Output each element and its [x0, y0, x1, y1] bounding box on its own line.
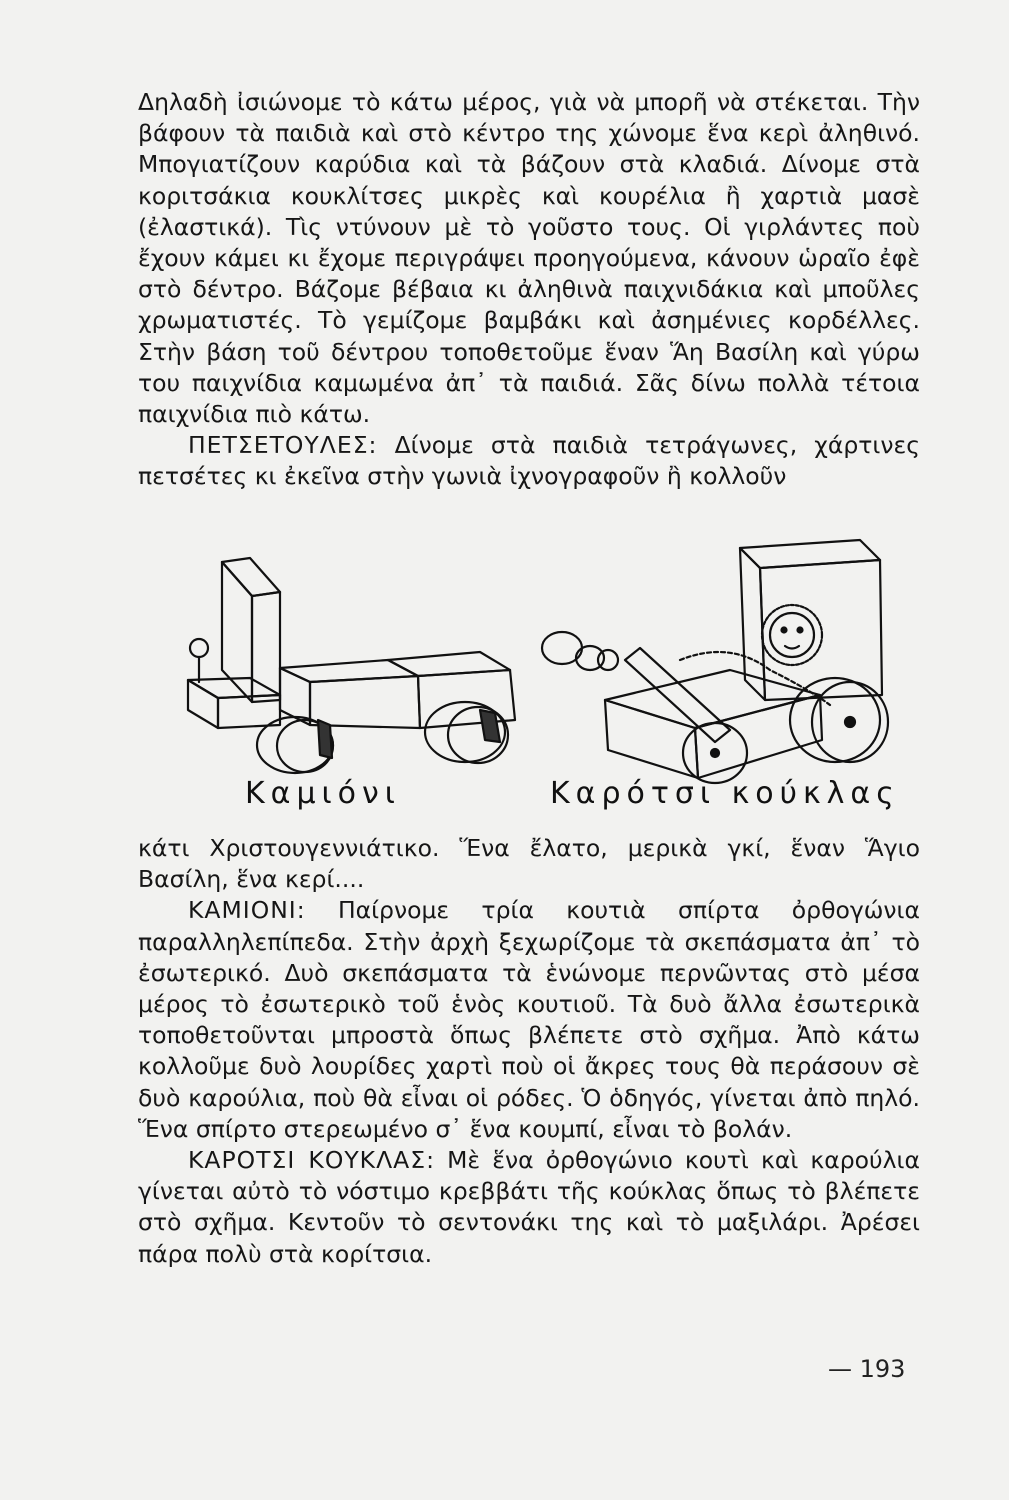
paragraph-napkins	[138, 430, 920, 492]
paragraph-napkins-continued: κάτι Χριστουγεννιάτικο. Ἕνα ἔλατο, μερικὰ γκί, ἕναν Ἅγιο Βασίλη, ἕνα κερί....	[138, 834, 920, 894]
napkins-text: Δίνομε στὰ παιδιὰ τετράγωνες, χάρτινες πετσέτες κι ἐκεῖνα στὴν γωνιὰ ἰχνογραφοῦν ἢ κολλοῦν	[138, 431, 920, 491]
truck-heading: ΚΑΜΙΟΝΙ:	[188, 896, 306, 925]
doll-cart-drawing	[542, 540, 888, 783]
caption-truck: Καμιόνι	[245, 776, 401, 811]
cart-heading: ΚΑΡΟΤΣΙ ΚΟΥΚΛΑΣ:	[188, 1146, 436, 1175]
paragraph-doll-cart	[138, 1145, 920, 1270]
top-text	[138, 87, 920, 493]
toy-illustration	[170, 520, 890, 820]
caption-doll-cart: Καρότσι κούκλας	[550, 776, 900, 811]
truck-text: Παίρνομε τρία κουτιὰ σπίρτα ὀρθογώνια παραλληλεπίπεδα. Στὴν ἀρχὴ ξεχωρίζομε τὰ σκεπάσματα ἀπ᾽ τὸ ἐσωτερικό. Δυὸ σκεπάσματα τὰ ἑνώνομε περνῶντας στὸ μέσα μέρος τὸ ἐσωτερικὸ τοῦ ἑνὸς κουτιοῦ. Τὰ δυὸ ἄλλα ἐσωτερικὰ τοποθετοῦνται μπροστὰ ὅπως βλέπετε στὸ σχῆμα. Ἀπὸ κάτω κολλοῦμε δυὸ λουρίδες χαρτὶ ποὺ οἱ ἄκρες τους θὰ περάσουν σὲ δυὸ καρούλια, ποὺ θὰ εἶναι οἱ ρόδες. Ὁ ὁδηγός, γίνεται ἀπὸ πηλό. Ἕνα σπίρτο στερεωμένο σ᾽ ἕνα κουμπί, εἶναι τὸ βολάν.	[138, 896, 920, 1143]
truck-drawing	[188, 558, 515, 773]
paragraph-tree-decoration: Δηλαδὴ ἰσιώνομε τὸ κάτω μέρος, γιὰ νὰ μπορῆ νὰ στέκεται. Τὴν βάφουν τὰ παιδιὰ καὶ στὸ κέντρο της χώνομε ἕνα κερὶ ἀληθινό. Μπογιατίζουν καρύδια καὶ τὰ βάζουν στὰ κλαδιά. Δίνομε στὰ κοριτσάκια κουκλίτσες μικρὲς καὶ κουρέλια ἢ χαρτιὰ μασὲ (ἐλαστικά). Τὶς ντύνουν μὲ τὸ γοῦστο τους. Οἱ γιρλάντες ποὺ ἔχουν κάμει κι ἔχομε περιγράψει προηγούμενα, κάνουν ὡραῖο ἐφὲ στὸ δέντρο. Βάζομε βέβαια κι ἀληθινὰ παιχνιδάκια καὶ μποῦλες χρωματιστές. Τὸ γεμίζομε βαμβάκι καὶ ἀσημένιες κορδέλλες. Στὴν βάση τοῦ δέντρου τοποθετοῦμε ἕναν Ἅη Βασίλη καὶ γύρω του παιχνίδια καμωμένα ἀπ᾽ τὰ παιδιά. Σᾶς δίνω πολλὰ τέτοια παιχνίδια πιὸ κάτω.	[138, 88, 920, 429]
napkins-heading: ΠΕΤΣΕΤΟΥΛΕΣ:	[188, 431, 378, 460]
cart-text: Μὲ ἕνα ὀρθογώνιο κουτὶ καὶ καρούλια γίνεται αὐτὸ τὸ νόστιμο κρεββάτι τῆς κούκλας ὅπως τὸ βλέπετε στὸ σχῆμα. Κεντοῦν τὸ σεντονάκι της καὶ τὸ μαξιλάρι. Ἀρέσει πάρα πολὺ στὰ κορίτσια.	[138, 1146, 920, 1268]
paragraph-truck	[138, 895, 920, 1145]
page-number: — 193	[828, 1355, 906, 1383]
bottom-text	[138, 833, 920, 1270]
